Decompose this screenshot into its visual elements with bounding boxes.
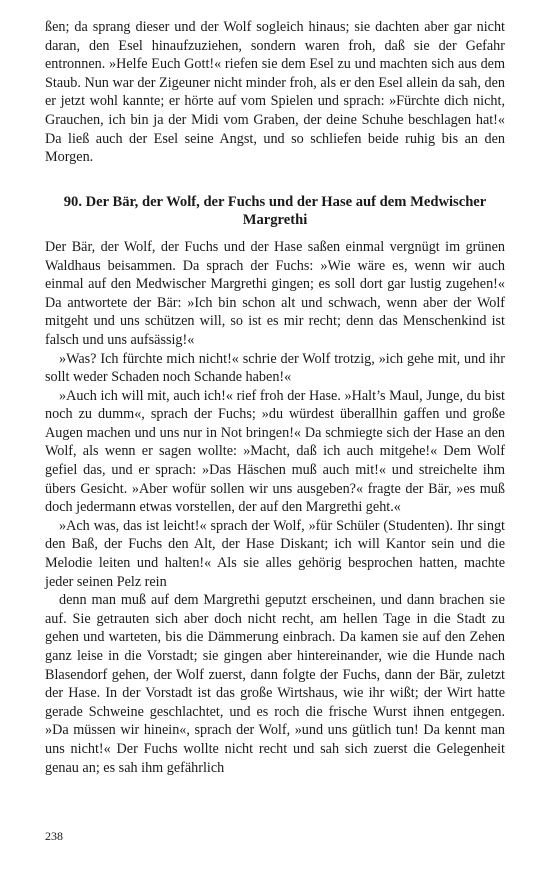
story-paragraph: »Auch ich will mit, auch ich!« rief froh der Hase. »Halt’s Maul, Junge, du bist noch zu dumm«, sprach der Fuchs; »du würdest überallhin gaffen und große Augen machen und uns nur in Not bringen!« Da schmiegte sich der Hase an den Wolf, als wenn er sagen wollte: »Macht, daß ich auch mitgehe!« Dem Wolf gefiel das, und er sprach: »Das Häschen muß auch mit!« und streichelte ihm übers Gesicht. »Aber wofür sollen wir uns ausgeben?« fragte der Bär, »es muß doch jedermann etwas vorstellen, der auf den Margrethi geht.« bbox=[45, 387, 505, 516]
section-heading: 90. Der Bär, der Wolf, der Fuchs und der Hase auf dem Medwischer Margrethi bbox=[63, 193, 487, 229]
story-paragraph: Der Bär, der Wolf, der Fuchs und der Hase saßen einmal vergnügt im grünen Waldhaus beisammen. Da sprach der Fuchs: »Wie wäre es, wenn wir auch einmal auf den Medwischer Margrethi gingen; es soll dort gar lustig zugehen!« Da antwortete der Bär: »Ich bin schon alt und schwach, wenn aber der Wolf mitgeht und uns schützen will, so ist es mir recht; denn das Menschenkind ist falsch und uns aufsässig!« bbox=[45, 238, 505, 348]
page-number: 238 bbox=[45, 829, 63, 843]
story-paragraph: »Was? Ich fürchte mich nicht!« schrie der Wolf trotzig, »ich gehe mit, und ihr sollt weder Schaden noch Schande haben!« bbox=[45, 350, 505, 386]
book-page bbox=[45, 18, 505, 777]
story-paragraph: denn man muß auf dem Margrethi geputzt erscheinen, und dann brachen sie auf. Sie getrauten sich aber doch nicht recht, am hellen Tage in die Stadt zu gehen und warteten, bis die Dämmerung einbrach. Da kamen sie auf den Zehen ganz leise in die Vorstadt; sie gingen aber hintereinander, wie die Hunde nach Blasendorf gehen, der Wolf zuerst, dann folgte der Fuchs, dann der Bär, zuletzt der Hase. In der Vorstadt ist das große Wirtshaus, wie ihr wißt; der Wirt hatte gerade Schweine geschlachtet, und es roch die frische Wurst ihnen entgegen. »Da müssen wir hinein«, sprach der Wolf, »und uns gütlich tun! Da kennt man uns nicht!« Der Fuchs wollte nicht recht und sah sich zuerst die Gelegenheit genau an; es sah ihm gefährlich bbox=[45, 592, 505, 776]
opening-paragraph: ßen; da sprang dieser und der Wolf sogleich hinaus; sie dachten aber gar nicht daran, den Esel hinaufzuziehen, sondern waren froh, daß sie der Gefahr entronnen. »Helfe Euch Gott!« riefen sie dem Esel zu und machten sich aus dem Staub. Nun war der Zigeuner nicht minder froh, als er den Esel allein da sah, den er jetzt wohl kannte; er hörte auf vom Spielen und sprach: »Fürchte dich nicht, Grauchen, ich bin ja der Midi vom Graben, der deine Schuhe beschlagen hat!« Da ließ auch der Esel seine Angst, und so schliefen beide ruhig bis an den Morgen. bbox=[45, 19, 505, 166]
story-paragraph: »Ach was, das ist leicht!« sprach der Wolf, »für Schüler (Studenten). Ihr singt den Baß, der Fuchs den Alt, der Hase Diskant; ich will Kantor sein und die Melodie leiten und halten!« Als sie alles gehörig besprochen hatten, machte jeder seinen Pelz rein bbox=[45, 517, 505, 590]
